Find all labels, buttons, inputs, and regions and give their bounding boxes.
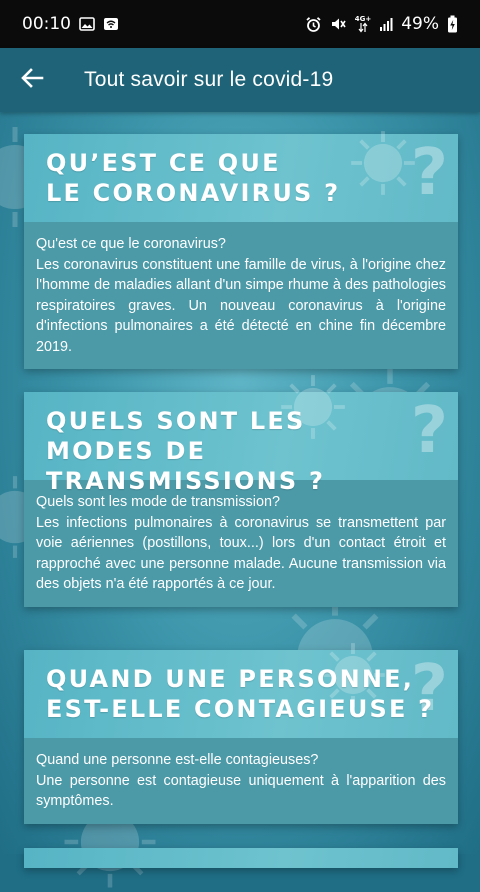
gallery-icon: [79, 17, 95, 31]
virus-icon: [348, 128, 418, 198]
faq-card-title: QUELS SONT LES MODES DE TRANSMISSIONS ?: [46, 407, 326, 495]
faq-answer: Les coronavirus constituent une famille de virus, à l'origine chez l'homme de maladies allant d'un simpe rhume à des pathologies respiratoires graves. Un nouveau coronavirus à l'origine d'infections pulmonaires a été détecté en chine fin décembre 2019.: [36, 256, 446, 355]
faq-list[interactable]: [0, 112, 480, 854]
faq-card-header: [24, 392, 458, 495]
faq-answer: Une personne est contagieuse uniquement à l'apparition des symptômes.: [36, 772, 446, 809]
mute-icon: [330, 16, 347, 32]
faq-answer: Les infections pulmonaires à coronavirus se transmettent par voie aériennes (postillons, toux...) lors d'un contact étroit et rapproché avec une personne malade. Aucune transmission via des objets n'a été rapportés à ce jour.: [36, 514, 446, 592]
alarm-icon: [305, 16, 322, 33]
faq-card-body: [24, 222, 458, 369]
signal-icon: [379, 17, 393, 31]
network-label: 4G+: [354, 15, 372, 23]
faq-question: Quels sont les mode de transmission?: [36, 494, 280, 510]
app-bar: [0, 48, 480, 112]
faq-card-header: [24, 848, 458, 868]
faq-card-body: [24, 480, 458, 607]
battery-percent: 49%: [401, 14, 439, 34]
network-4g-icon: [355, 16, 371, 32]
question-mark-icon: ?: [410, 394, 448, 468]
faq-question: Qu'est ce que le coronavirus?: [36, 236, 226, 252]
arrow-left-icon: [21, 68, 43, 93]
page-title: Tout savoir sur le covid-19: [84, 68, 334, 91]
faq-card: [24, 650, 458, 824]
status-left: [22, 14, 119, 34]
battery-charging-icon: [447, 15, 458, 33]
wifi-box-icon: [103, 17, 119, 31]
faq-card-title: QUAND UNE PERSONNE, EST-ELLE CONTAGIEUSE ?: [46, 665, 435, 723]
faq-card-header: [24, 134, 458, 222]
status-right: [305, 14, 458, 34]
faq-card-title: QU’EST CE QUE LE CORONAVIRUS ?: [46, 149, 341, 207]
back-button[interactable]: [0, 48, 64, 112]
faq-card-body: [24, 738, 458, 824]
status-time: 00:10: [22, 14, 71, 34]
question-mark-icon: ?: [410, 136, 448, 210]
faq-card: [24, 134, 458, 369]
faq-question: Quand une personne est-elle contagieuses?: [36, 752, 319, 768]
status-bar: [0, 0, 480, 48]
faq-card-partial: [24, 848, 458, 868]
question-mark-icon: ?: [410, 652, 448, 726]
faq-card-header: [24, 650, 458, 738]
faq-card: [24, 392, 458, 607]
